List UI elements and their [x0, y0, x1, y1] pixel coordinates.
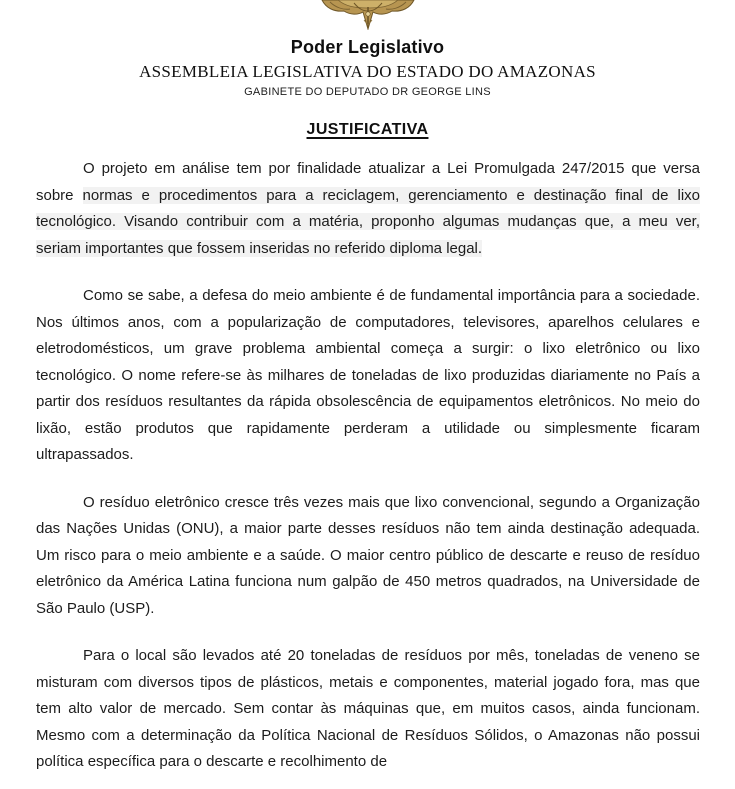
page-title: Poder Legislativo — [290, 37, 445, 57]
highlighted-text-segment: normas e procedimentos para a reciclagem, gerenciamento e destinação final de lixo tecnológico. Visando contribuir com a matéria, proponho algumas mudanças que, a meu ver, seriam importantes que fossem inseridas no referido diploma legal. — [36, 186, 700, 257]
paragraph-4 — [36, 643, 700, 776]
body-text-segment: O resíduo eletrônico cresce três vezes mais que lixo convencional, segundo a Organização das Nações Unidas (ONU), a maior parte desses resíduos não tem ainda destinação adequada. Um risco para o meio ambiente e a saúde. O maior centro público de descarte e reuso de resíduo eletrônico da América Latina funciona num galpão de 450 metros quadrados, na Universidade de São Paulo (USP). — [36, 493, 700, 617]
body-text-segment: Para o local são levados até 20 toneladas de resíduos por mês, toneladas de veneno se misturam com diversos tipos de plásticos, metais e componentes, material jogado fora, mas que tem alto valor de mercado. Sem contar às máquinas que, em muitos casos, ainda funcionam. Mesmo com a determinação da Política Nacional de Resíduos Sólidos, o Amazonas não possui política específica para o descarte e recolhimento de — [36, 647, 700, 770]
paragraph-1 — [36, 156, 700, 262]
paragraph-3 — [36, 490, 700, 623]
coat-of-arms-icon — [320, 0, 416, 30]
document-body — [0, 139, 735, 776]
document-header — [0, 0, 735, 139]
body-text-segment: Como se sabe, a defesa do meio ambiente é de fundamental importância para a sociedade. Nos últimos anos, com a popularização de computadores, televisores, aparelhos celulares e eletrodomésticos, um grave problema ambiental começa a surgir: o lixo eletrônico ou lixo tecnológico. O nome refere-se às milhares de toneladas de lixo produzidas diariamente no País a partir dos resíduos resultantes da rápida obsolescência de equipamentos eletrônicos. No meio do lixão, estão produtos que rapidamente perderam a utilidade ou simplesmente ficaram ultrapassados. — [36, 287, 700, 463]
body-text-segment: O projeto em análise tem por finalidade atualizar a Lei Promulgada 247/2015 que versa sobre — [36, 160, 700, 204]
office-name: GABINETE DO DEPUTADO DR GEORGE LINS — [244, 86, 491, 98]
paragraph-2 — [36, 283, 700, 469]
institution-name: ASSEMBLEIA LEGISLATIVA DO ESTADO DO AMAZONAS — [139, 62, 596, 81]
document-heading: JUSTIFICATIVA — [306, 121, 429, 138]
